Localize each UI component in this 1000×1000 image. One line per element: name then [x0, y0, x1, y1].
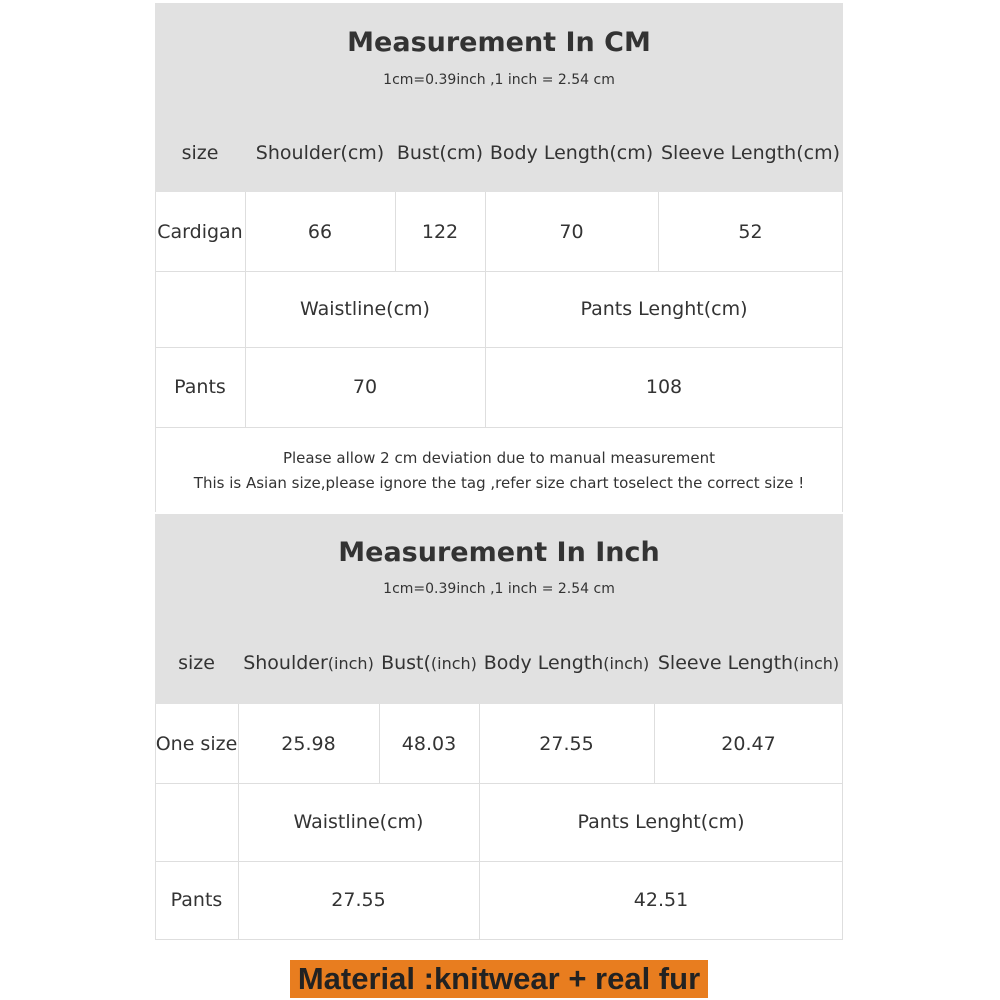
cm-header-band [155, 3, 843, 192]
material-banner: Material :knitwear + real fur [290, 960, 708, 998]
inch-onesize-shoulder: 25.98 [281, 732, 336, 755]
inch-header-sleeve-length [654, 633, 843, 693]
grid-line [155, 939, 843, 940]
cm-title: Measurement In CM [347, 27, 651, 58]
inch-row-label-pants: Pants [170, 889, 223, 911]
inch-conversion-note: 1cm=0.39inch ,1 inch = 2.54 cm [383, 581, 615, 597]
cm-pants-header-waistline: Waistline(cm) [300, 298, 430, 320]
inch-header-body-length [479, 633, 654, 693]
inch-header-size: size [178, 652, 215, 674]
inch-pants-length: 42.51 [633, 889, 689, 911]
deviation-note: Please allow 2 cm deviation due to manual measurement [282, 449, 716, 467]
cm-pants-length: 108 [645, 376, 683, 398]
inch-header-sleeve-length-main: Sleeve Length [657, 652, 794, 674]
inch-header-bust-main: Bust( [381, 652, 431, 674]
inch-onesize-bust: 48.03 [401, 732, 457, 755]
cm-header-body-length: Body Length(cm) [489, 142, 654, 164]
inch-header-band [155, 514, 843, 704]
inch-pants-waistline: 27.55 [331, 889, 386, 911]
cm-header-bust: Bust(cm) [396, 142, 484, 164]
inch-header-shoulder [238, 633, 379, 693]
cm-pants-header-length: Pants Lenght(cm) [580, 298, 748, 320]
cm-pants-waistline: 70 [352, 376, 378, 398]
asian-size-note: This is Asian size,please ignore the tag ,refer size chart toselect the correct size ! [193, 474, 805, 492]
inch-header-bust-unit: (inch) [430, 653, 477, 673]
inch-header-shoulder-main: Shoulder [243, 652, 328, 674]
cm-header-sleeve-length: Sleeve Length(cm) [660, 142, 840, 164]
cm-header-size: size [181, 142, 219, 164]
cm-header-shoulder: Shoulder(cm) [255, 142, 385, 164]
inch-header-body-length-main: Body Length [483, 652, 604, 674]
inch-header-shoulder-unit: (inch) [327, 653, 374, 673]
cm-cardigan-body-length: 70 [559, 220, 584, 243]
cm-cardigan-sleeve-length: 52 [738, 220, 763, 243]
cm-cardigan-shoulder: 66 [307, 220, 333, 243]
inch-pants-header-waistline: Waistline(cm) [293, 811, 424, 833]
cm-row-label-pants: Pants [174, 376, 226, 398]
inch-title: Measurement In Inch [338, 537, 660, 568]
cm-row-label-cardigan: Cardigan [157, 220, 243, 243]
inch-onesize-sleeve-length: 20.47 [721, 732, 776, 755]
inch-row-label-one-size: One size [155, 732, 238, 755]
inch-onesize-body-length: 27.55 [539, 732, 594, 755]
inch-pants-header-length: Pants Lenght(cm) [577, 811, 745, 833]
cm-cardigan-bust: 122 [421, 220, 459, 243]
cm-conversion-note: 1cm=0.39inch ,1 inch = 2.54 cm [383, 72, 615, 88]
inch-header-sleeve-length-unit: (inch) [793, 653, 840, 673]
inch-header-body-length-unit: (inch) [603, 653, 650, 673]
inch-header-bust [379, 633, 479, 693]
grid-line [155, 427, 843, 428]
